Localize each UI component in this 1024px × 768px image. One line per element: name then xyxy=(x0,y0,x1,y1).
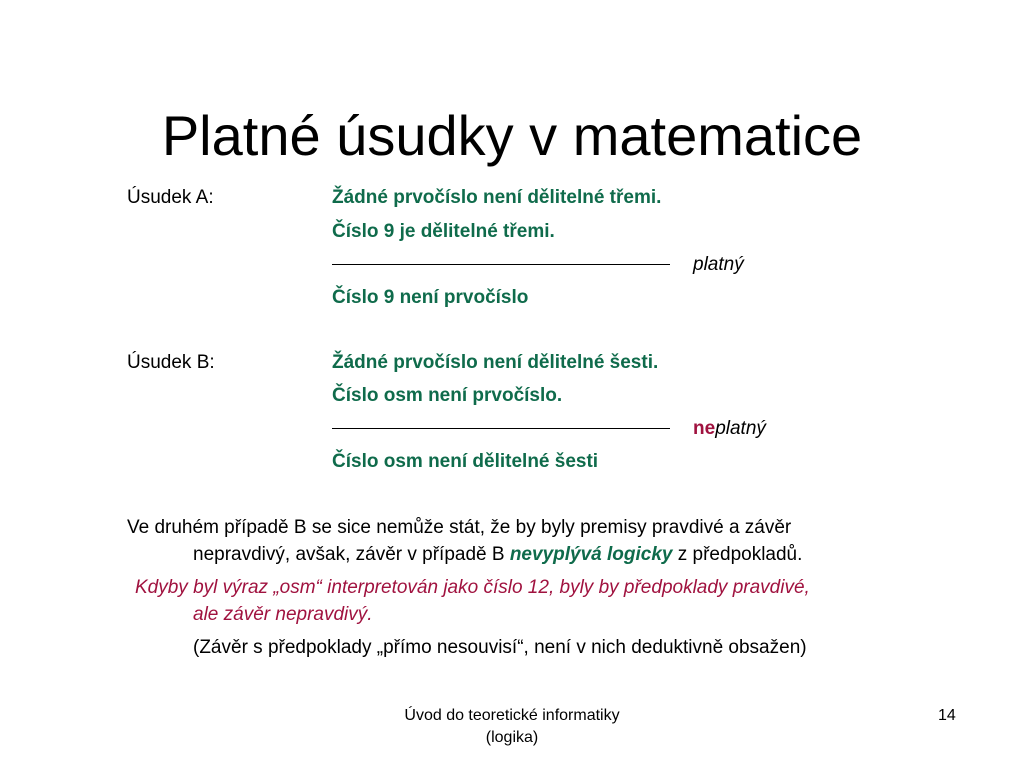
argument-b-divider xyxy=(332,428,670,429)
paragraph-1-emphasis: nevyplývá logicky xyxy=(509,544,673,565)
argument-b-verdict-word: platný xyxy=(715,418,766,439)
paragraph-1-line-1: Ve druhém případě B se sice nemůže stát, že by byly premisy pravdivé a závěr xyxy=(127,517,792,538)
argument-a-divider xyxy=(332,264,670,265)
argument-b-premise-1: Žádné prvočíslo není dělitelné šesti. xyxy=(332,352,659,373)
footer xyxy=(362,705,662,749)
footer-course-title: Úvod do teoretické informatiky xyxy=(404,707,620,724)
paragraph-3: (Závěr s předpoklady „přímo nesouvisí“, není v nich deduktivně obsažen) xyxy=(193,637,807,658)
argument-b-label: Úsudek B: xyxy=(127,352,215,373)
argument-a-label: Úsudek A: xyxy=(127,187,214,208)
argument-b-verdict-prefix: ne xyxy=(693,418,716,439)
argument-b-conclusion: Číslo osm není dělitelné šesti xyxy=(332,451,599,472)
argument-b-premise-2: Číslo osm není prvočíslo. xyxy=(332,385,563,406)
argument-a-premise-1: Žádné prvočíslo není dělitelné třemi. xyxy=(332,187,662,208)
slide-title: Platné úsudky v matematice xyxy=(161,103,863,167)
page-number: 14 xyxy=(938,707,956,724)
argument-b-verdict xyxy=(693,417,766,441)
paragraph-2-line-1: Kdyby byl výraz „osm“ interpretován jako číslo 12, byly by předpoklady pravdivé, xyxy=(135,577,810,598)
footer-course-subtitle: (logika) xyxy=(485,729,539,746)
paragraph-1-line-2 xyxy=(193,543,802,567)
paragraph-1-text-end: z předpokladů. xyxy=(672,544,803,565)
argument-a-conclusion: Číslo 9 není prvočíslo xyxy=(332,287,529,308)
argument-a-verdict: platný xyxy=(693,254,744,275)
argument-a-premise-2: Číslo 9 je dělitelné třemi. xyxy=(332,221,555,242)
paragraph-1-text: nepravdivý, avšak, závěr v případě B xyxy=(193,544,510,565)
paragraph-2-line-2: ale závěr nepravdivý. xyxy=(193,604,373,625)
